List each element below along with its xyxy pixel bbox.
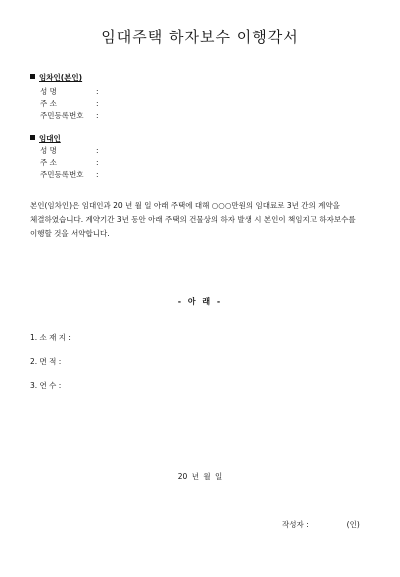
item-location: 1. 소 재 지 :: [30, 333, 71, 342]
field-colon: :: [96, 158, 99, 167]
lessor-heading-label: 임대인: [39, 134, 61, 143]
field-label: 성 명: [40, 87, 57, 96]
field-colon: :: [96, 146, 99, 155]
field-colon: :: [96, 111, 99, 120]
lessee-id-field: [40, 110, 99, 121]
lessor-name-field: [40, 145, 99, 156]
field-label: 주민등록번호: [40, 111, 84, 120]
field-colon: :: [96, 99, 99, 108]
section-title: - 아 래 -: [177, 297, 223, 306]
date-line: 20 년 월 일: [177, 472, 223, 481]
field-colon: :: [96, 87, 99, 96]
document-title: 임대주택 하자보수 이행각서: [101, 28, 299, 46]
signature-label: 작성자 :: [282, 520, 309, 529]
lessor-id-field: [40, 169, 99, 180]
field-label: 주 소: [40, 158, 57, 167]
field-label: 주 소: [40, 99, 57, 108]
square-bullet-icon: [30, 135, 35, 140]
lessee-address-field: [40, 98, 99, 109]
pledge-paragraph: 본인(임차인)은 임대인과 20 년 월 일 아래 주택에 대해 ○○○만원의 임대료로 3년 간의 계약을 체결하였습니다. 계약기간 3년 동안 아래 주택의 건물상의 하자 발생 시 본인이 책임지고 하자보수를 이행할 것을 서약합니다.: [30, 201, 356, 238]
square-bullet-icon: [30, 74, 35, 79]
field-label: 성 명: [40, 146, 57, 155]
item-years: 3. 연 수 :: [30, 381, 62, 390]
lessee-heading: [30, 72, 82, 83]
field-colon: :: [96, 170, 99, 179]
item-area: 2. 면 적 :: [30, 357, 62, 366]
field-label: 주민등록번호: [40, 170, 84, 179]
lessor-address-field: [40, 157, 99, 168]
seal-mark: (인): [346, 520, 360, 529]
signature-line: [282, 519, 360, 530]
lessor-heading: [30, 133, 61, 144]
lessee-name-field: [40, 86, 99, 97]
lessee-heading-label: 임차인(본인): [39, 73, 83, 82]
